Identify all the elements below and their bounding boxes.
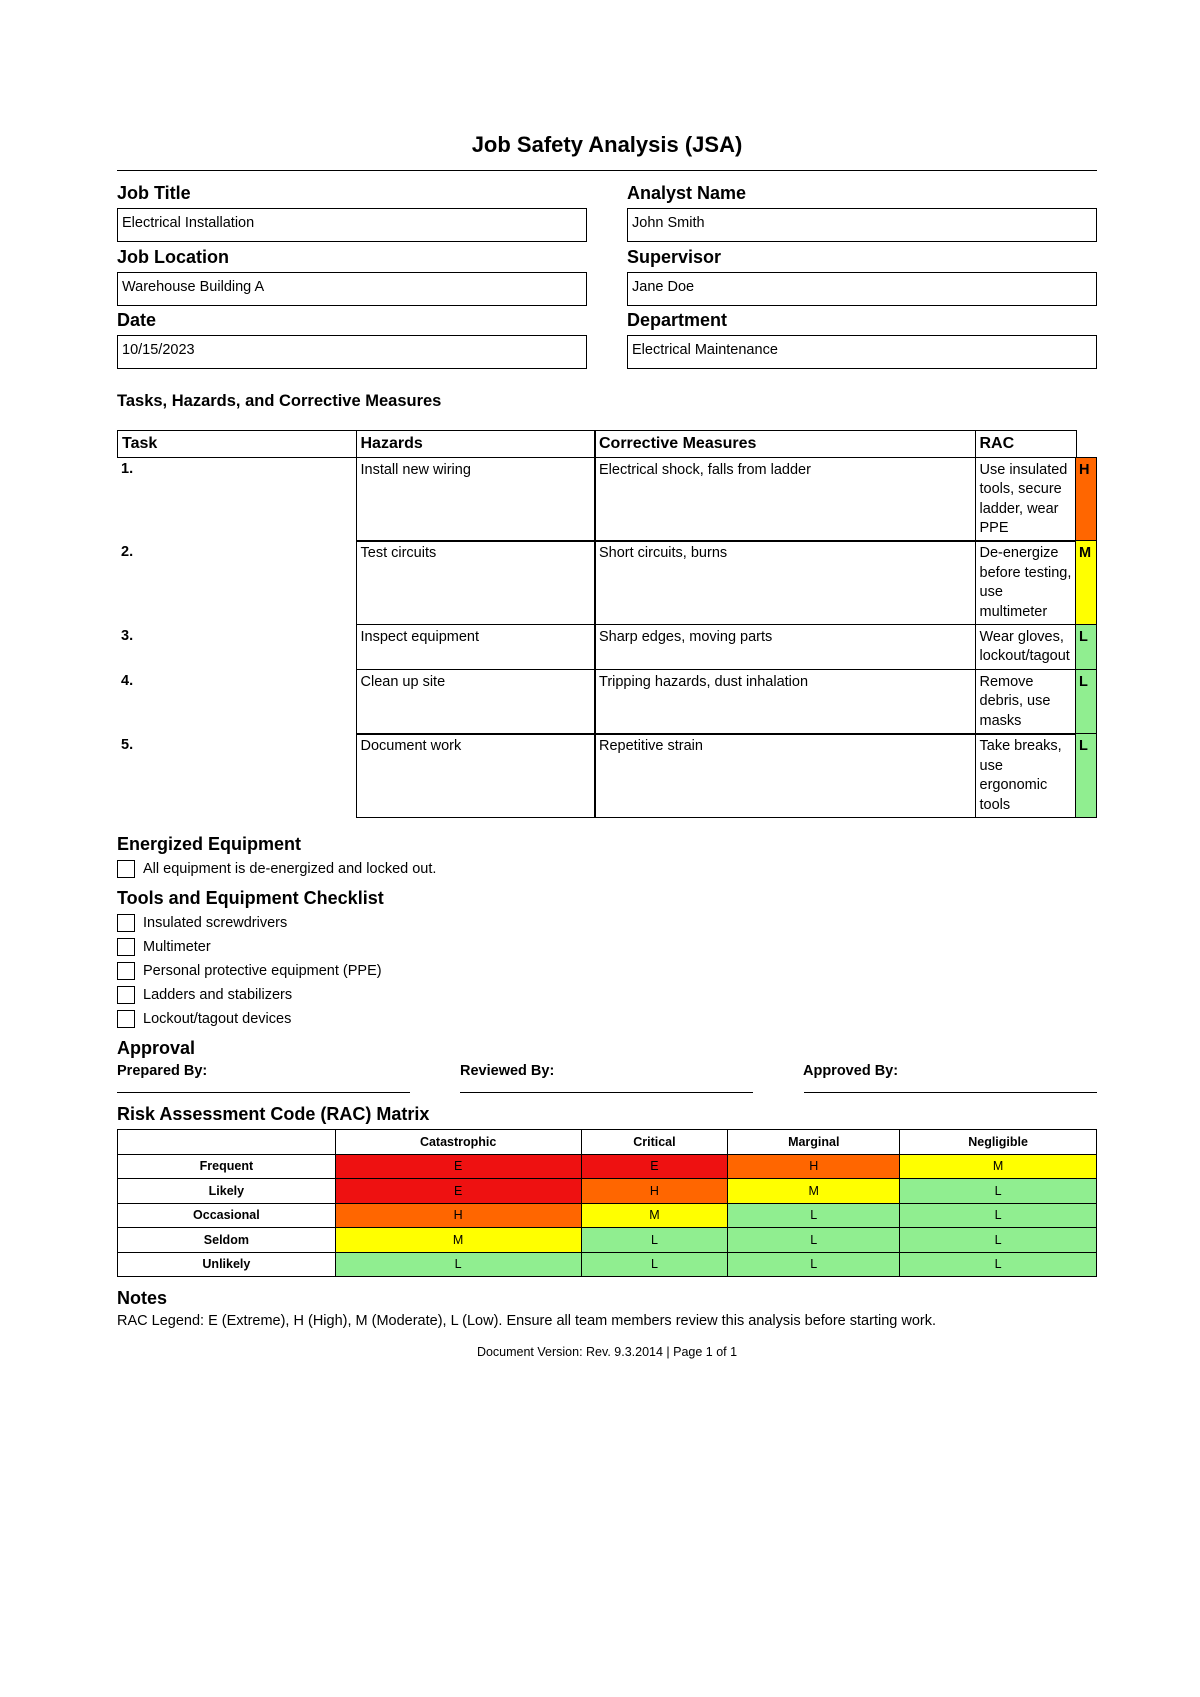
energized-heading: Energized Equipment [117,834,302,854]
matrix-row-header: Occasional [118,1203,336,1228]
department-label: Department [627,310,728,330]
rac-matrix-table [117,1129,1097,1277]
rac-badge: L [1075,669,1097,735]
checkbox[interactable] [117,914,135,932]
notes-heading: Notes [117,1288,168,1308]
hazard-cell: Clean up site [356,669,596,735]
matrix-row [118,1228,1097,1253]
table-row [117,733,1097,818]
job-location-input[interactable]: Warehouse Building A [117,272,587,306]
rac-text-cell: De-energize before testing, use multimeter [975,540,1077,625]
checkbox-label: All equipment is de-energized and locked out. [143,861,437,877]
date-field [117,309,587,369]
approval-heading: Approval [117,1038,196,1058]
tasks-table [117,430,1097,818]
matrix-column-header: Marginal [728,1130,900,1155]
checkbox[interactable] [117,938,135,956]
matrix-cell: L [728,1228,900,1253]
matrix-cell: E [581,1154,728,1179]
matrix-cell: M [335,1228,581,1253]
rac-text-cell: Remove debris, use masks [975,669,1077,735]
matrix-cell: H [581,1179,728,1204]
checkbox-label: Ladders and stabilizers [143,987,293,1003]
checkbox[interactable] [117,860,135,878]
matrix-row [118,1154,1097,1179]
matrix-cell: M [728,1179,900,1204]
approved-by-signature-line[interactable] [804,1092,1097,1093]
tool-check-item [117,936,211,958]
table-row [117,540,1097,625]
tasks-section-heading: Tasks, Hazards, and Corrective Measures [117,392,442,410]
rac-badge: H [1075,457,1097,542]
prepared-by-signature-line[interactable] [117,1092,410,1093]
matrix-column-header: Catastrophic [335,1130,581,1155]
checkbox-label: Insulated screwdrivers [143,915,288,931]
matrix-cell: L [581,1228,728,1253]
hazard-cell: Test circuits [356,540,596,625]
rac-badge: L [1075,624,1097,671]
checkbox[interactable] [117,986,135,1004]
tool-check-item [117,1008,291,1030]
matrix-row-header: Seldom [118,1228,336,1253]
hazard-cell: Install new wiring [356,457,596,542]
matrix-cell: E [335,1179,581,1204]
table-row [117,624,1097,671]
corrective-cell: Repetitive strain [594,733,976,818]
table-row [117,457,1097,542]
matrix-cell: M [581,1203,728,1228]
corrective-cell: Short circuits, burns [594,540,976,625]
task-column-header: Task [117,430,357,458]
rac-text-cell: Use insulated tools, secure ladder, wear PPE [975,457,1077,542]
matrix-heading: Risk Assessment Code (RAC) Matrix [117,1104,430,1124]
supervisor-input[interactable]: Jane Doe [627,272,1097,306]
tool-check-item [117,912,287,934]
matrix-cell: L [900,1228,1097,1253]
tool-check-item [117,984,292,1006]
department-input[interactable]: Electrical Maintenance [627,335,1097,369]
corrective-cell: Electrical shock, falls from ladder [594,457,976,542]
task-number: 4. [121,672,134,689]
reviewed-by-signature-line[interactable] [460,1092,753,1093]
checkbox-label: Multimeter [143,939,211,955]
rac-badge: L [1075,733,1097,818]
matrix-cell: H [335,1203,581,1228]
task-number: 1. [121,460,134,477]
title-divider [117,170,1097,171]
matrix-cell: L [900,1252,1097,1277]
matrix-cell: L [900,1203,1097,1228]
rac-text-cell: Take breaks, use ergonomic tools [975,733,1077,818]
job-title-field [117,182,587,242]
prepared-by-label: Prepared By: [117,1063,208,1079]
corrective-cell: Tripping hazards, dust inhalation [594,669,976,735]
matrix-cell: M [900,1154,1097,1179]
matrix-corner-cell [118,1130,336,1155]
notes-text: RAC Legend: E (Extreme), H (High), M (Moderate), L (Low). Ensure all team members review this analysis before starting work. [117,1313,936,1329]
analyst-name-field [627,182,1097,242]
tool-check-item [117,960,382,982]
matrix-cell: L [581,1252,728,1277]
table-row [117,669,1097,735]
supervisor-label: Supervisor [627,247,722,267]
matrix-column-header: Critical [581,1130,728,1155]
analyst-name-input[interactable]: John Smith [627,208,1097,242]
approved-by-label: Approved By: [803,1063,899,1079]
rac-column-header: RAC [975,430,1077,458]
matrix-header-row [118,1130,1097,1155]
document-footer: Document Version: Rev. 9.3.2014 | Page 1 of 1 [476,1345,738,1359]
page-title: Job Safety Analysis (JSA) [471,132,743,157]
checkbox[interactable] [117,1010,135,1028]
matrix-row-header: Unlikely [118,1252,336,1277]
rac-badge: M [1075,540,1097,625]
matrix-row [118,1203,1097,1228]
matrix-cell: L [335,1252,581,1277]
hazard-cell: Document work [356,733,596,818]
tools-heading: Tools and Equipment Checklist [117,888,384,908]
task-number: 2. [121,544,134,560]
date-input[interactable]: 10/15/2023 [117,335,587,369]
hazard-cell: Inspect equipment [356,624,596,671]
matrix-cell: H [728,1154,900,1179]
corrective-column-header: Corrective Measures [594,430,976,458]
job-title-input[interactable]: Electrical Installation [117,208,587,242]
job-title-label: Job Title [117,183,191,203]
matrix-cell: E [335,1154,581,1179]
rac-text-cell: Wear gloves, lockout/tagout [975,624,1077,671]
matrix-cell: L [728,1252,900,1277]
matrix-cell: L [728,1203,900,1228]
checkbox-label: Personal protective equipment (PPE) [143,963,382,979]
reviewed-by-label: Reviewed By: [460,1063,555,1079]
matrix-row [118,1179,1097,1204]
matrix-cell: L [900,1179,1097,1204]
task-number: 3. [121,627,134,644]
analyst-name-label: Analyst Name [627,183,747,203]
matrix-row [118,1252,1097,1277]
date-label: Date [117,310,157,330]
job-location-field [117,246,587,306]
supervisor-field [627,246,1097,306]
department-field [627,309,1097,369]
matrix-row-header: Frequent [118,1154,336,1179]
hazards-column-header: Hazards [356,430,596,458]
task-number: 5. [121,737,134,753]
job-location-label: Job Location [117,247,229,267]
checkbox[interactable] [117,962,135,980]
tasks-header-row [117,430,1097,458]
corrective-cell: Sharp edges, moving parts [594,624,976,671]
matrix-row-header: Likely [118,1179,336,1204]
matrix-column-header: Negligible [900,1130,1097,1155]
energized-check-item [117,858,436,880]
checkbox-label: Lockout/tagout devices [143,1011,292,1027]
